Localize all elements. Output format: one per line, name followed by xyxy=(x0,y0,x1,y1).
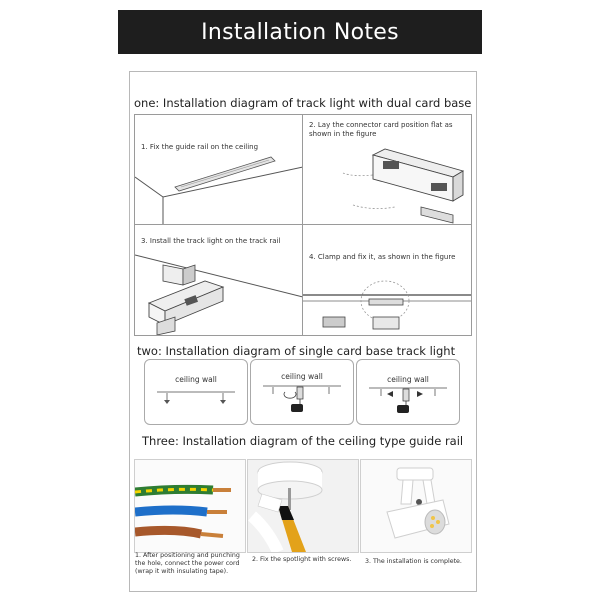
step-4-panel xyxy=(302,224,472,336)
ceiling-rail-illustration xyxy=(135,115,303,225)
step-1-caption: 1. Fix the guide rail on the ceiling xyxy=(141,143,259,151)
step-4-caption: 4. Clamp and fix it, as shown in the figure xyxy=(309,253,456,261)
photo-3-caption: 3. The installation is complete. xyxy=(365,558,462,565)
single-card-diagram-3 xyxy=(356,359,460,425)
screw-fixing-photo xyxy=(247,459,359,553)
single-card-diagram-1 xyxy=(144,359,248,425)
photo-2-caption: 2. Fix the spotlight with screws. xyxy=(252,556,352,563)
single-card-diagram-2 xyxy=(250,359,354,425)
ceiling-wall-label: ceiling wall xyxy=(387,375,429,384)
section-three-heading: Three: Installation diagram of the ceiling type guide rail xyxy=(142,434,464,448)
clamp-fix-illustration xyxy=(303,225,471,335)
page-title: Installation Notes xyxy=(201,19,399,45)
section-one-heading: one: Installation diagram of track light with dual card base xyxy=(134,96,472,110)
photo-1-caption: 1. After positioning and punching the hole, connect the power cord (wrap it with insulating tape). xyxy=(135,552,240,575)
ceiling-wall-label: ceiling wall xyxy=(281,372,323,381)
step-3-panel xyxy=(134,224,304,336)
power-cord-photo xyxy=(134,459,246,553)
step-2-panel xyxy=(302,114,472,226)
section-two-heading: two: Installation diagram of single card base track light xyxy=(137,344,456,358)
step-2-caption: 2. Lay the connector card position flat as shown in the figure xyxy=(309,121,453,138)
completed-light-photo xyxy=(360,459,472,553)
step-1-panel xyxy=(134,114,304,226)
ceiling-wall-label: ceiling wall xyxy=(175,375,217,384)
step-3-caption: 3. Install the track light on the track rail xyxy=(141,237,281,245)
title-banner xyxy=(118,10,482,54)
